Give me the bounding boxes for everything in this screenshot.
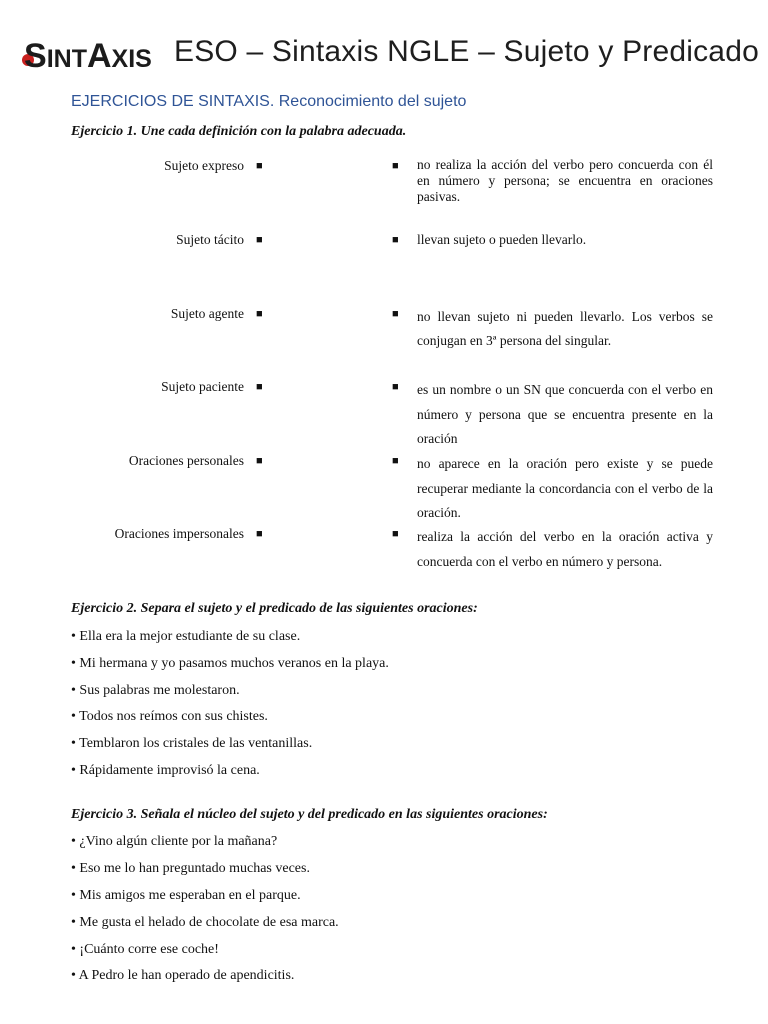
definition-2: llevan sujeto o pueden llevarlo.: [417, 232, 587, 247]
list-item: • Mis amigos me esperaban en el parque.: [71, 888, 301, 903]
definition-1: no realiza la acción del verbo pero concuerda con él en número y persona; se encuentra en oraciones pasivas.: [417, 157, 713, 204]
term-sujeto-agente: Sujeto agente: [170, 306, 244, 321]
exercise3-heading: Ejercicio 3. Señala el núcleo del sujeto y del predicado en las siguientes oraciones:: [71, 807, 548, 822]
list-item: • Todos nos reímos con sus chistes.: [71, 709, 268, 724]
logo-text: SINTAXIS: [24, 37, 152, 75]
list-item: • Rápidamente improvisó la cena.: [71, 763, 260, 778]
definition-bullet[interactable]: ■: [392, 160, 399, 172]
term-bullet[interactable]: ■: [256, 234, 263, 246]
term-oraciones-impersonales: Oraciones impersonales: [114, 526, 244, 541]
term-bullet[interactable]: ■: [256, 455, 263, 467]
definition-6: realiza la acción del verbo en la oración activa y concuerda con el verbo en número y persona.: [417, 529, 713, 569]
list-item: • Me gusta el helado de chocolate de esa marca.: [71, 915, 339, 930]
page-header: [22, 30, 759, 80]
sintaxis-logo: [22, 35, 168, 75]
definition-3: no llevan sujeto ni pueden llevarlo. Los verbos se conjugan en 3ª persona del singular.: [417, 309, 713, 348]
list-item: • Mi hermana y yo pasamos muchos veranos en la playa.: [71, 656, 389, 671]
term-bullet[interactable]: ■: [256, 381, 263, 393]
term-sujeto-expreso: Sujeto expreso: [164, 158, 244, 173]
definition-bullet[interactable]: ■: [392, 528, 399, 540]
exercise2-heading: Ejercicio 2. Separa el sujeto y el predicado de las siguientes oraciones:: [71, 601, 478, 616]
term-sujeto-tacito: Sujeto tácito: [176, 232, 244, 247]
definition-bullet[interactable]: ■: [392, 234, 399, 246]
exercise1-heading: Ejercicio 1. Une cada definición con la palabra adecuada.: [71, 124, 407, 139]
list-item: • A Pedro le han operado de apendicitis.: [71, 968, 295, 983]
definition-4: es un nombre o un SN que concuerda con el verbo en número y persona que se encuentra presente en la oración: [417, 382, 713, 446]
term-oraciones-personales: Oraciones personales: [128, 453, 244, 468]
definition-bullet[interactable]: ■: [392, 455, 399, 467]
list-item: • ¡Cuánto corre ese coche!: [71, 942, 219, 957]
list-item: • ¿Vino algún cliente por la mañana?: [71, 834, 278, 849]
term-bullet[interactable]: ■: [256, 528, 263, 540]
list-item: • Temblaron los cristales de las ventanillas.: [71, 736, 313, 751]
page-title: ESO – Sintaxis NGLE – Sujeto y Predicado: [174, 35, 759, 68]
list-item: • Ella era la mejor estudiante de su clase.: [71, 629, 301, 644]
section-subtitle: EJERCICIOS DE SINTAXIS. Reconocimiento del sujeto: [71, 93, 467, 110]
definition-5: no aparece en la oración pero existe y se puede recuperar mediante la concordancia con el verbo de la oración.: [417, 456, 713, 520]
term-sujeto-paciente: Sujeto paciente: [161, 379, 244, 394]
list-item: • Sus palabras me molestaron.: [71, 683, 240, 698]
definition-bullet[interactable]: ■: [392, 381, 399, 393]
list-item: • Eso me lo han preguntado muchas veces.: [71, 861, 310, 876]
term-bullet[interactable]: ■: [256, 308, 263, 320]
term-bullet[interactable]: ■: [256, 160, 263, 172]
definition-bullet[interactable]: ■: [392, 308, 399, 320]
